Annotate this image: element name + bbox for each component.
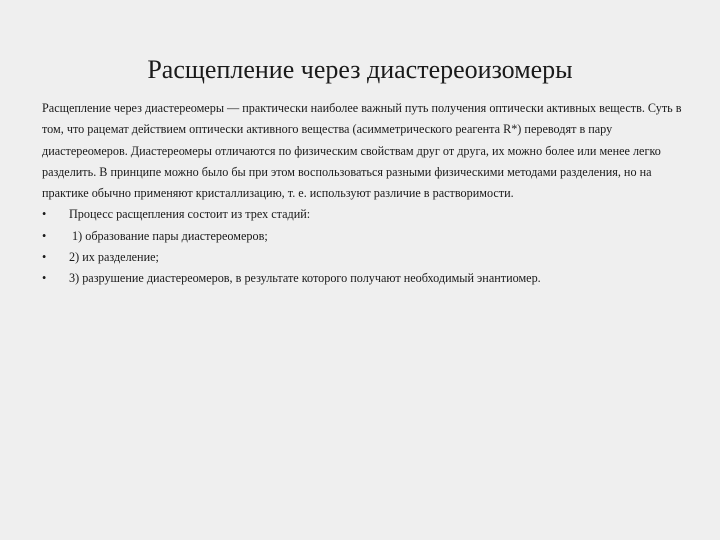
- bullet-item: [42, 204, 687, 225]
- slide-title: Расщепление через диастереоизомеры: [147, 55, 573, 84]
- bullet-dot-icon: •: [42, 271, 47, 286]
- bullet-dot-icon: •: [42, 250, 47, 265]
- slide-body: [42, 98, 687, 290]
- bullet-dot-icon: •: [42, 228, 47, 243]
- bullet-dot-icon: •: [42, 207, 47, 222]
- bullet-item: [42, 226, 687, 247]
- bullet-item: [42, 268, 687, 289]
- bullet-text: Процесс расщепления состоит из трех стадий:: [69, 207, 311, 222]
- bullet-text: 2) их разделение;: [69, 250, 159, 265]
- bullet-list: [42, 204, 687, 289]
- bullet-item: [42, 247, 687, 268]
- bullet-text: 3) разрушение диастереомеров, в результате которого получают необходимый энантиомер.: [69, 271, 541, 286]
- body-paragraph: Расщепление через диастереомеры — практически наиболее важный путь получения оптически активных веществ. Суть в том, что рацемат действием оптически активного вещества (асимметрического реагента R*) переводят в пару диастереомеров. Диастереомеры отличаются по физическим свойствам друг от друга, их можно более или менее легко разделить. В принципе можно было бы при этом воспользоваться разными физическими методами разделения, но на практике обычно применяют кристаллизацию, т. е. используют различие в растворимости.: [42, 101, 682, 201]
- bullet-text: 1) образование пары диастереомеров;: [69, 228, 268, 243]
